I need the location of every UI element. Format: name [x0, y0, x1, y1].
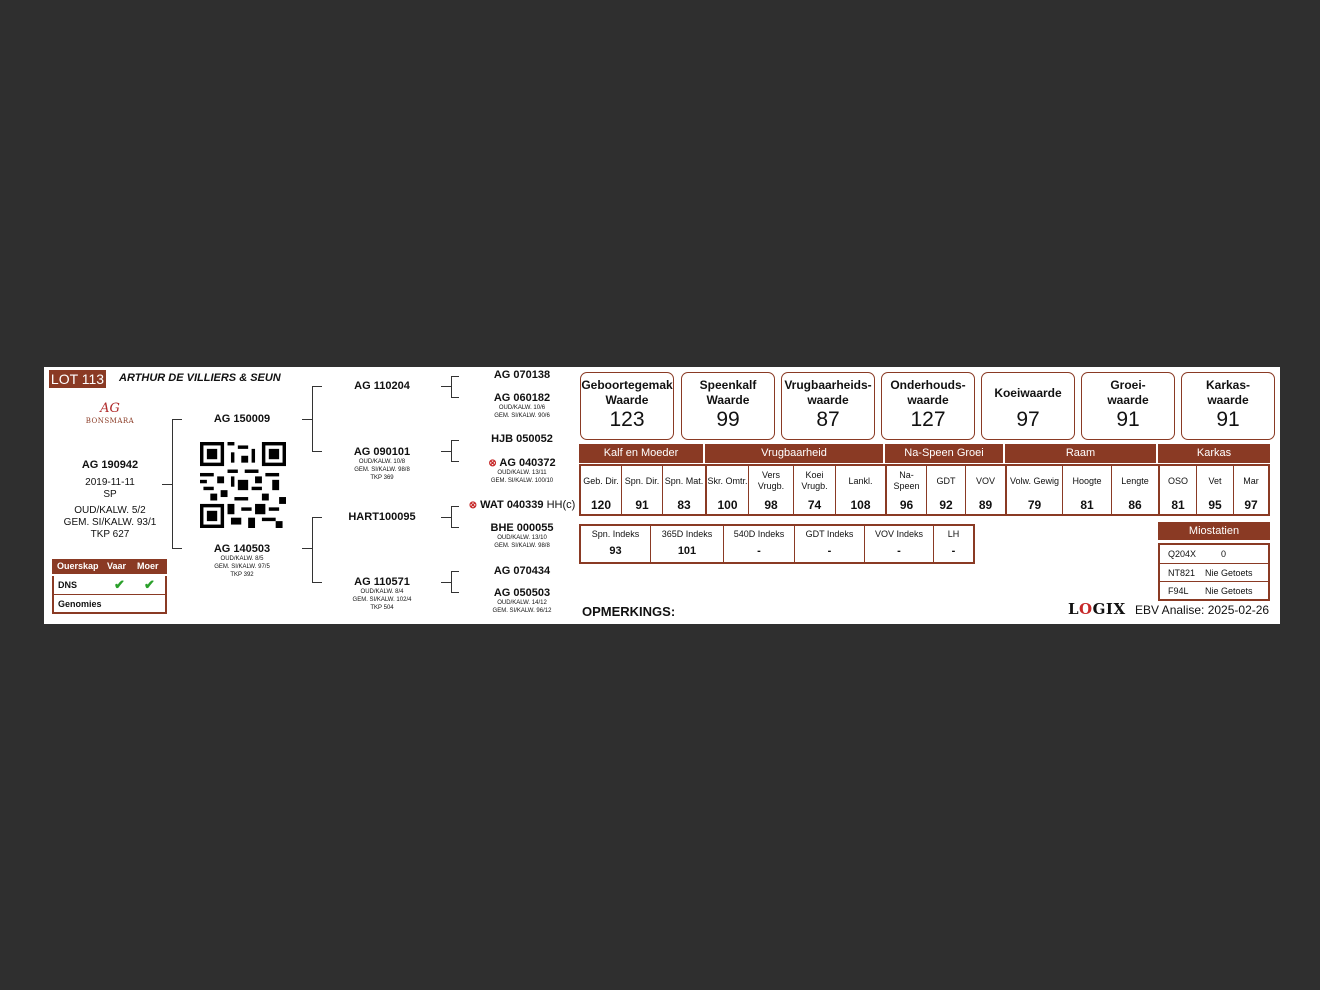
- index-box-onderhouds: [881, 372, 975, 440]
- ownership-table: [52, 559, 167, 614]
- index-label: [1182, 378, 1274, 408]
- connector-line: [312, 386, 322, 387]
- dam-dam-block: [334, 576, 430, 612]
- ebv-label: OSO: [1167, 475, 1188, 486]
- ebv-value: 95: [1208, 498, 1222, 512]
- check-icon: ✔: [144, 577, 155, 592]
- logix-logo: [1068, 600, 1126, 618]
- ebv-value: 81: [1171, 498, 1185, 512]
- ebv-label: Volw. Gewig: [1009, 475, 1060, 486]
- ebv-label: Lengte: [1121, 475, 1149, 486]
- ebv-label: VOV: [975, 475, 995, 486]
- remarks-label: OPMERKINGS:: [582, 604, 676, 619]
- ebv-group-headers: [579, 444, 1270, 463]
- ebv-cell: [927, 466, 966, 514]
- ebv-label: Mar: [1243, 475, 1259, 486]
- dam-tkp: TKP 392: [230, 572, 254, 578]
- ebv-group-vrugbaarheid: Vrugbaarheid: [705, 444, 885, 463]
- sire-sire-id: AG 110204: [354, 380, 410, 392]
- connector-line: [451, 592, 459, 593]
- red-seal-icon: ⊗: [468, 500, 478, 511]
- animal-dob: 2019-11-11: [85, 477, 135, 488]
- index-box-geboortegemak: [580, 372, 674, 440]
- ebv-value: 81: [1080, 498, 1094, 512]
- animal-id: AG 190942: [81, 459, 139, 471]
- dam-dam-gem: GEM. SI/KALW. 102/4: [352, 597, 412, 603]
- connector-line: [312, 517, 313, 583]
- index-value: 87: [816, 408, 840, 431]
- index-value: 91: [1116, 408, 1140, 431]
- index-box-karkas: [1181, 372, 1275, 440]
- logo-word: BONSMARA: [85, 417, 135, 425]
- connector-line: [451, 376, 459, 377]
- ownership-row-label: Genomies: [58, 599, 102, 609]
- connector-line: [451, 571, 459, 572]
- ebv-group-raam: Raam: [1005, 444, 1158, 463]
- ownership-row-genomies: [54, 594, 165, 612]
- ebv-cell: [1112, 466, 1160, 514]
- dam-gem: GEM. SI/KALW. 97/5: [214, 564, 270, 570]
- sire-dam-gem: GEM. SI/KALW. 98/8: [354, 467, 410, 473]
- dam-sire-id: HART100095: [348, 511, 416, 523]
- selection-label: 540D Indeks: [733, 529, 785, 539]
- check-icon: ✔: [114, 577, 125, 592]
- gg-sdd-block: [464, 457, 580, 485]
- gg-dss-line: [464, 499, 580, 511]
- gg-sdd-gem: GEM. SI/KALW. 100/10: [490, 478, 554, 484]
- selection-value: -: [951, 545, 956, 557]
- ebv-label: Vers Vrugb.: [757, 470, 785, 491]
- miostatien-row: [1160, 545, 1268, 563]
- bonsmara-logo: [82, 401, 138, 443]
- ownership-body: [52, 576, 167, 614]
- selection-label: Spn. Indeks: [591, 529, 640, 539]
- miostatien-value: 0: [1221, 549, 1227, 559]
- gg-dsd-oud: OUD/KALW. 13/10: [497, 535, 547, 541]
- miostatien-row: [1160, 581, 1268, 599]
- animal-tkp: TKP 627: [90, 529, 130, 540]
- lot-number: LOT 113: [50, 371, 105, 387]
- selection-label: 365D Indeks: [661, 529, 713, 539]
- index-label: [982, 378, 1074, 408]
- selection-value: 93: [609, 545, 622, 557]
- analysis-date: EBV Analise: 2025-02-26: [1135, 603, 1270, 617]
- ownership-header-sire: Vaar: [107, 561, 127, 571]
- index-label: [682, 378, 774, 408]
- ebv-cell: [1007, 466, 1063, 514]
- connector-line: [172, 419, 182, 420]
- connector-line: [451, 527, 459, 528]
- dam-id: AG 140503: [213, 543, 271, 555]
- ebv-label: Spn. Dir.: [624, 475, 660, 486]
- index-value: 127: [910, 408, 946, 431]
- miostatien-value: Nie Getoets: [1205, 586, 1253, 596]
- selection-label: LH: [947, 529, 960, 539]
- ebv-cell: [887, 466, 927, 514]
- selection-label: VOV Indeks: [874, 529, 924, 539]
- gg-ddd-id: AG 050503: [493, 587, 551, 599]
- gg-sdd-line: [464, 457, 580, 469]
- ebv-value: 100: [717, 498, 738, 512]
- miostatien-key: Q204X: [1168, 549, 1197, 559]
- ebv-value: 83: [677, 498, 691, 512]
- index-label-line1: Geboortegemak: [581, 378, 673, 392]
- miostatien-table: [1158, 543, 1270, 601]
- dam-dam-tkp: TKP 504: [370, 605, 394, 611]
- dam-oud: OUD/KALW. 8/5: [220, 556, 264, 562]
- connector-line: [451, 440, 452, 462]
- connector-line: [441, 517, 451, 518]
- ebv-cell: [1234, 466, 1268, 514]
- selection-cell: [795, 526, 865, 562]
- index-box-vrugbaarheid: [781, 372, 875, 440]
- index-label-line1: Onderhouds-: [890, 378, 966, 392]
- index-label-line2: waarde: [1107, 393, 1149, 407]
- ebv-values: [579, 464, 1270, 516]
- index-value: 99: [716, 408, 740, 431]
- gg-dss-suffix: HH(c): [546, 499, 576, 511]
- connector-line: [451, 506, 452, 528]
- ebv-cell: [1160, 466, 1197, 514]
- ebv-value: 120: [590, 498, 612, 512]
- miostatien-key: NT821: [1168, 568, 1196, 578]
- index-label-line1: Karkas-: [1205, 378, 1251, 392]
- index-label: [581, 378, 673, 408]
- ebv-cell: [663, 466, 707, 514]
- ebv-cell: [1063, 466, 1112, 514]
- index-box-groei: [1081, 372, 1175, 440]
- selection-value: -: [897, 545, 901, 557]
- ebv-cell: [794, 466, 836, 514]
- miostatien-value: Nie Getoets: [1205, 568, 1253, 578]
- index-value: 91: [1216, 408, 1240, 431]
- index-label: [782, 378, 874, 408]
- miostatien-key: F94L: [1168, 586, 1189, 596]
- connector-line: [172, 548, 182, 549]
- dam-dam-oud: OUD/KALW. 8/4: [360, 589, 404, 595]
- connector-line: [441, 451, 451, 452]
- gg-sss-id: AG 070138: [493, 369, 551, 381]
- ebv-group-karkas: Karkas: [1158, 444, 1270, 463]
- gg-sds-id: HJB 050052: [491, 433, 553, 445]
- ebv-value: 96: [899, 498, 914, 512]
- ebv-table: [579, 444, 1270, 516]
- miostatien-title: Miostatien: [1158, 522, 1270, 540]
- gg-ddd-gem: GEM. SI/KALW. 96/12: [492, 608, 552, 614]
- index-label-line2: waarde: [807, 393, 849, 407]
- ebv-label: Geb. Dir.: [583, 475, 619, 486]
- gg-sdd-oud: OUD/KALW. 13/11: [497, 470, 547, 476]
- sire-dam-block: [334, 446, 430, 482]
- ebv-label: Skr. Omtr.: [707, 475, 748, 486]
- index-label-line2: Waarde: [706, 393, 750, 407]
- gg-dsd-block: [474, 522, 570, 550]
- gg-ssd-oud: OUD/KALW. 10/6: [498, 405, 546, 411]
- selection-cell: [651, 526, 724, 562]
- connector-line: [451, 461, 459, 462]
- ebv-cell: [966, 466, 1007, 514]
- ebv-value: 79: [1027, 498, 1042, 512]
- ownership-row-label: DNS: [58, 580, 78, 590]
- ebv-value: 89: [978, 498, 993, 512]
- owner-name: ARTHUR DE VILLIERS & SEUN: [119, 372, 281, 384]
- gg-ssd-id: AG 060182: [493, 392, 551, 404]
- ebv-label: Hoogte: [1072, 475, 1102, 486]
- index-label: [882, 378, 974, 408]
- ebv-value: 108: [850, 498, 871, 512]
- connector-line: [441, 386, 451, 387]
- ebv-value: 98: [764, 498, 778, 512]
- connector-line: [451, 440, 459, 441]
- ebv-label: Koei Vrugb.: [801, 470, 828, 491]
- selection-cell: [934, 526, 973, 562]
- ebv-cell: [581, 466, 622, 514]
- selection-value: -: [827, 545, 832, 557]
- index-label-line2: waarde: [1207, 393, 1249, 407]
- animal-info: [52, 477, 168, 541]
- dam-block: [204, 543, 280, 579]
- selection-cell: [581, 526, 651, 562]
- ebv-cell: [622, 466, 663, 514]
- connector-line: [451, 571, 452, 593]
- ebv-cell: [1197, 466, 1234, 514]
- index-label: [1082, 378, 1174, 408]
- connector-line: [451, 506, 459, 507]
- connector-line: [451, 397, 459, 398]
- ebv-value: 97: [1244, 498, 1258, 512]
- connector-line: [441, 582, 451, 583]
- sire-dam-oud: OUD/KALW. 10/8: [358, 459, 406, 465]
- gg-dds-id: AG 070434: [493, 565, 551, 577]
- ebv-label: Vet: [1208, 475, 1222, 486]
- logix-logo-o: O: [1079, 600, 1093, 618]
- ebv-value: 92: [939, 498, 953, 512]
- ebv-cell: [836, 466, 887, 514]
- index-label-line1: Groei-: [1110, 378, 1146, 392]
- connector-line: [312, 582, 322, 583]
- gg-ssd-block: [474, 392, 570, 420]
- ebv-value: 91: [635, 498, 649, 512]
- connector-line: [312, 386, 313, 452]
- connector-line: [312, 517, 322, 518]
- index-box-koeiwaarde: [981, 372, 1075, 440]
- logix-logo-pre: L: [1068, 600, 1080, 618]
- animal-oud: OUD/KALW. 5/2: [74, 505, 146, 516]
- gg-dss-id: WAT 040339: [480, 499, 544, 511]
- logix-logo-post: GIX: [1092, 600, 1126, 618]
- index-label-line1: Vrugbaarheids-: [784, 378, 872, 392]
- animal-gem: GEM. SI/KALW. 93/1: [63, 517, 157, 528]
- ownership-row-dns: [54, 576, 165, 594]
- ownership-header-label: Ouerskap: [57, 561, 99, 571]
- ebv-label: Na-Speen: [893, 470, 920, 491]
- ebv-value: 86: [1128, 498, 1142, 512]
- ebv-cell: [707, 466, 749, 514]
- connector-line: [312, 451, 322, 452]
- gg-dsd-gem: GEM. SI/KALW. 98/8: [494, 543, 550, 549]
- sire-id: AG 150009: [213, 413, 271, 425]
- gg-dsd-id: BHE 000055: [490, 522, 554, 534]
- index-label-line1: Speenkalf: [699, 378, 757, 392]
- connector-line: [451, 376, 452, 398]
- index-box-speenkalf: [681, 372, 775, 440]
- logo-mark: AG: [100, 401, 120, 416]
- qr-code: [200, 442, 286, 528]
- selection-cell: [724, 526, 795, 562]
- index-label-line1: Koeiwaarde: [994, 385, 1062, 400]
- ebv-label: Spn. Mat.: [664, 475, 704, 486]
- connector-line: [162, 484, 172, 485]
- animal-card: [44, 367, 1280, 624]
- ebv-value: 74: [807, 498, 822, 512]
- ownership-header-dam: Moer: [137, 561, 159, 571]
- gg-sdd-id: AG 040372: [499, 457, 556, 469]
- sire-dam-tkp: TKP 369: [370, 475, 394, 481]
- gg-ddd-oud: OUD/KALW. 14/12: [497, 600, 547, 606]
- ebv-cell: [749, 466, 794, 514]
- selection-value: 101: [677, 545, 697, 557]
- animal-type: SP: [103, 489, 117, 500]
- index-value: 123: [609, 408, 645, 431]
- selection-value: -: [757, 545, 761, 557]
- ownership-header: [52, 559, 167, 574]
- connector-line: [302, 419, 312, 420]
- ebv-label: GDT: [936, 475, 956, 486]
- index-label-line2: waarde: [907, 393, 949, 407]
- gg-ssd-gem: GEM. SI/KALW. 90/6: [494, 413, 550, 419]
- ebv-group-kalf: Kalf en Moeder: [579, 444, 705, 463]
- selection-cell: [865, 526, 934, 562]
- dam-dam-id: AG 110571: [354, 576, 410, 588]
- ebv-group-naspeen: Na-Speen Groei: [885, 444, 1005, 463]
- sire-dam-id: AG 090101: [353, 446, 411, 458]
- selection-label: GDT Indeks: [805, 529, 854, 539]
- ebv-label: Lankl.: [848, 475, 873, 486]
- miostatien-row: [1160, 563, 1268, 581]
- selection-index-table: [579, 524, 975, 564]
- index-label-line2: Waarde: [605, 393, 649, 407]
- gg-ddd-block: [474, 587, 570, 615]
- red-seal-icon: ⊗: [488, 458, 497, 469]
- connector-line: [172, 419, 173, 549]
- connector-line: [302, 548, 312, 549]
- index-value: 97: [1016, 408, 1040, 431]
